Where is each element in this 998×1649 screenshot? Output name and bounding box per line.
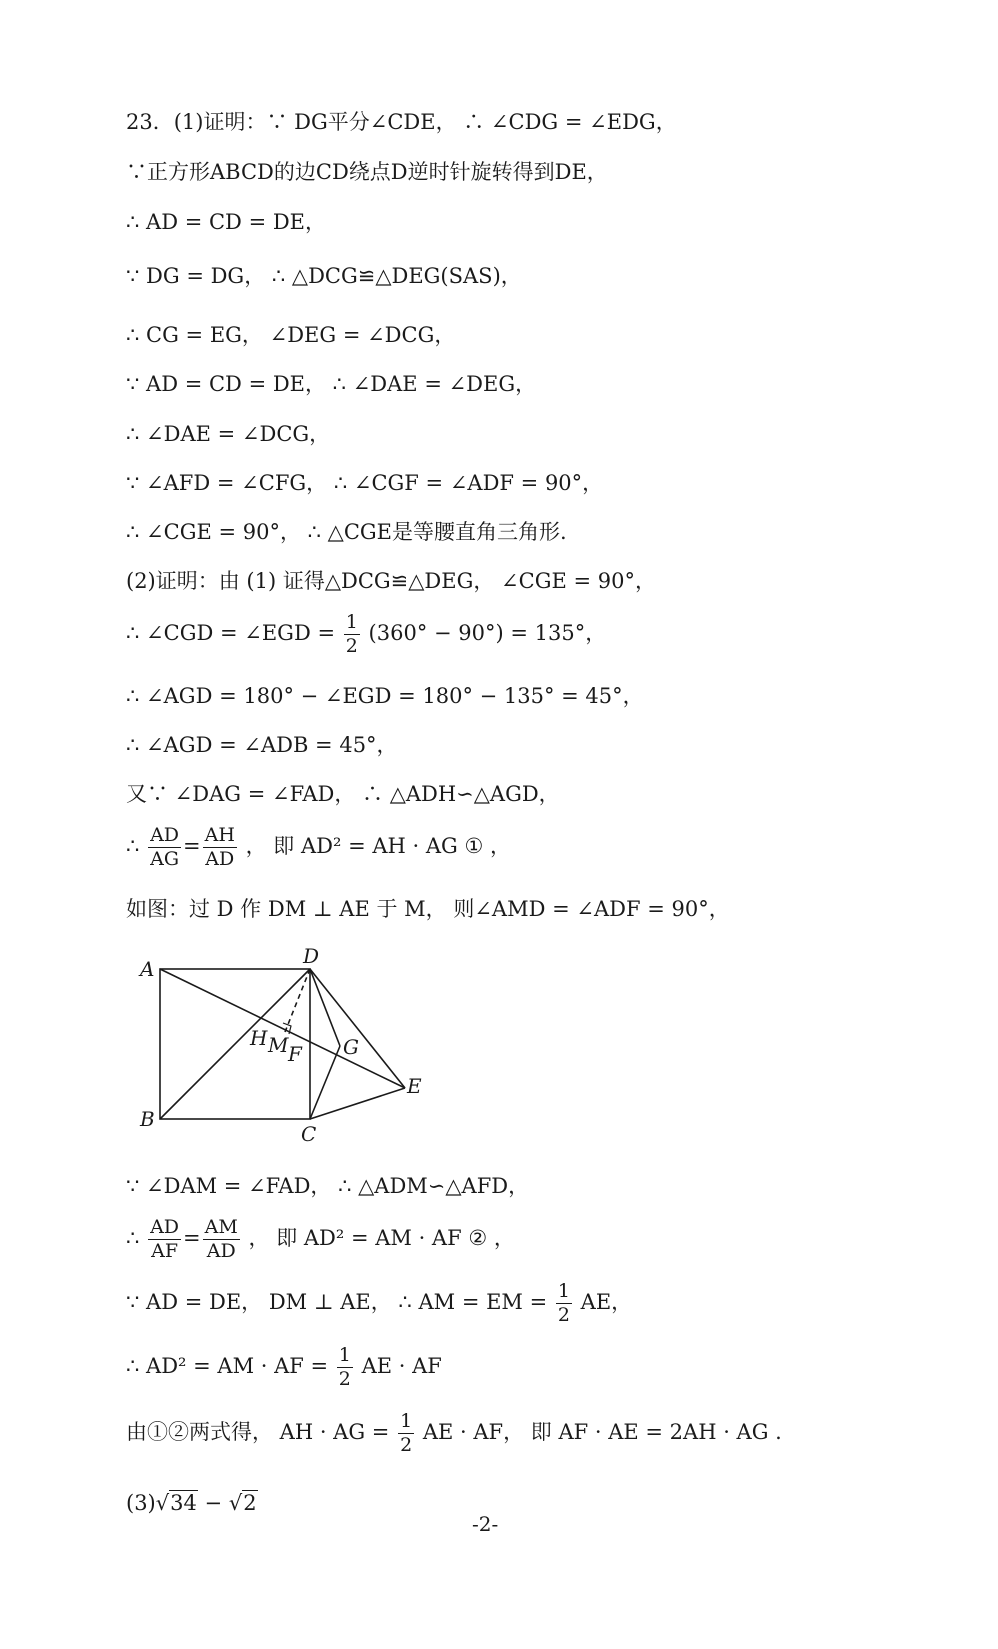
segment-de — [310, 969, 405, 1088]
line-17: ∵ ∠DAM = ∠FAD， ∴ △ADM∽△AFD， — [126, 1174, 530, 1198]
line-15-text-b: ， 即 AD² = AH · AG ① ， — [245, 834, 511, 858]
line-22: (3)√34 − √2 — [126, 1491, 257, 1515]
label-e: E — [407, 1074, 422, 1098]
fraction-am-ad — [203, 1218, 240, 1261]
fraction-denominator: AF — [151, 1240, 178, 1262]
line-13: ∴ ∠AGD = ∠ADB = 45°， — [126, 733, 398, 757]
fraction-denominator: AD — [205, 848, 235, 870]
line-12: ∴ ∠AGD = 180° − ∠EGD = 180° − 135° = 45°， — [126, 684, 644, 708]
fraction-ad-af — [148, 1218, 181, 1261]
fraction-numerator: 1 — [557, 1280, 570, 1302]
line-7: ∴ ∠DAE = ∠DCG， — [126, 422, 331, 446]
line-21-text-a: 由①②两式得， AH · AG = — [126, 1420, 390, 1444]
line-21-text-b: AE · AF， 即 AF · AE = 2AH · AG . — [422, 1420, 782, 1444]
fraction-half — [344, 613, 360, 656]
minus-sign: − — [197, 1491, 229, 1515]
label-m: M — [268, 1033, 289, 1057]
line-20 — [126, 1346, 442, 1389]
line-19 — [126, 1282, 632, 1325]
segment-ae — [160, 969, 405, 1088]
line-10: (2)证明：由 (1) 证得△DCG≌△DEG， ∠CGE = 90°， — [126, 569, 656, 593]
fraction-denominator: AG — [150, 848, 179, 870]
line-16: 如图：过 D 作 DM ⊥ AE 于 M， 则∠AMD = ∠ADF = 90°， — [126, 897, 730, 921]
line-18-text-a: ∴ — [126, 1226, 140, 1250]
line-11 — [126, 613, 606, 656]
segment-ce — [310, 1088, 405, 1119]
label-h: H — [250, 1026, 268, 1050]
line-15-text-a: ∴ — [126, 834, 140, 858]
line-2: ∵正方形ABCD的边CD绕点D逆时针旋转得到DE， — [126, 160, 608, 184]
fraction-half — [398, 1412, 414, 1455]
fraction-denominator: AD — [206, 1240, 236, 1262]
fraction-ad-ag — [148, 826, 181, 869]
line-22-label: (3) — [126, 1491, 156, 1515]
line-19-text-b: AE， — [580, 1290, 633, 1314]
sqrt-34: 34 — [170, 1491, 197, 1515]
line-11-text-b: (360° − 90°) = 135°， — [368, 621, 607, 645]
line-18: ∴ $\frac{AD}{AF}$ = $\frac{AM}{AD}$ ， 即 AD² = AM · AF ② ， — [126, 1216, 515, 1262]
line-15: ∴ $\frac{AD}{AG}$ = $\frac{AH}{AD}$ ， 即 AD² = AH · AG ① ， — [126, 824, 511, 870]
label-g: G — [343, 1035, 359, 1059]
line-21 — [126, 1412, 782, 1455]
line-14: 又∵ ∠DAG = ∠FAD， ∴ △ADH∽△AGD， — [126, 782, 560, 806]
segment-cg — [310, 1046, 340, 1119]
fraction-half — [337, 1346, 353, 1389]
label-b: B — [140, 1107, 155, 1131]
fraction-numerator: AD — [150, 1216, 180, 1238]
fraction-numerator: AM — [204, 1216, 238, 1238]
line-4: ∵ DG = DG， ∴ △DCG≌△DEG(SAS)， — [126, 264, 522, 288]
label-d: D — [303, 945, 320, 968]
line-20-text-a: ∴ AD² = AM · AF = — [126, 1354, 329, 1378]
fraction-denominator: 2 — [557, 1304, 570, 1326]
fraction-denominator: 2 — [338, 1368, 351, 1390]
sqrt-2: 2 — [243, 1491, 257, 1515]
fraction-numerator: 1 — [400, 1410, 413, 1432]
fraction-ah-ad — [203, 826, 237, 869]
line-9: ∴ ∠CGE = 90°， ∴ △CGE是等腰直角三角形. — [126, 520, 567, 544]
fraction-half — [556, 1282, 572, 1325]
label-a: A — [140, 957, 155, 981]
label-f: F — [288, 1042, 302, 1066]
line-19-text-a: ∵ AD = DE， DM ⊥ AE， ∴ AM = EM = — [126, 1290, 548, 1314]
label-c: C — [301, 1122, 317, 1146]
line-6: ∵ AD = CD = DE， ∴ ∠DAE = ∠DEG， — [126, 372, 537, 396]
dashed-dm — [285, 969, 310, 1032]
fraction-denominator: 2 — [400, 1434, 413, 1456]
geometry-figure — [120, 945, 440, 1150]
fraction-denominator: 2 — [345, 635, 358, 657]
line-1: 23．(1)证明：∵ DG平分∠CDE， ∴ ∠CDG = ∠EDG， — [126, 110, 677, 134]
line-18-text-b: ， 即 AD² = AM · AF ② ， — [248, 1226, 515, 1250]
page-number: -2- — [472, 1512, 499, 1536]
fraction-numerator: AH — [204, 824, 235, 846]
line-5: ∴ CG = EG， ∠DEG = ∠DCG， — [126, 323, 456, 347]
fraction-numerator: 1 — [338, 1344, 351, 1366]
line-20-text-b: AE · AF — [361, 1354, 442, 1378]
fraction-numerator: AD — [150, 824, 180, 846]
line-3: ∴ AD = CD = DE， — [126, 210, 327, 234]
line-8: ∵ ∠AFD = ∠CFG， ∴ ∠CGF = ∠ADF = 90°， — [126, 471, 604, 495]
line-11-text-a: ∴ ∠CGD = ∠EGD = — [126, 621, 336, 645]
segment-dg — [310, 969, 340, 1046]
fraction-numerator: 1 — [345, 611, 358, 633]
